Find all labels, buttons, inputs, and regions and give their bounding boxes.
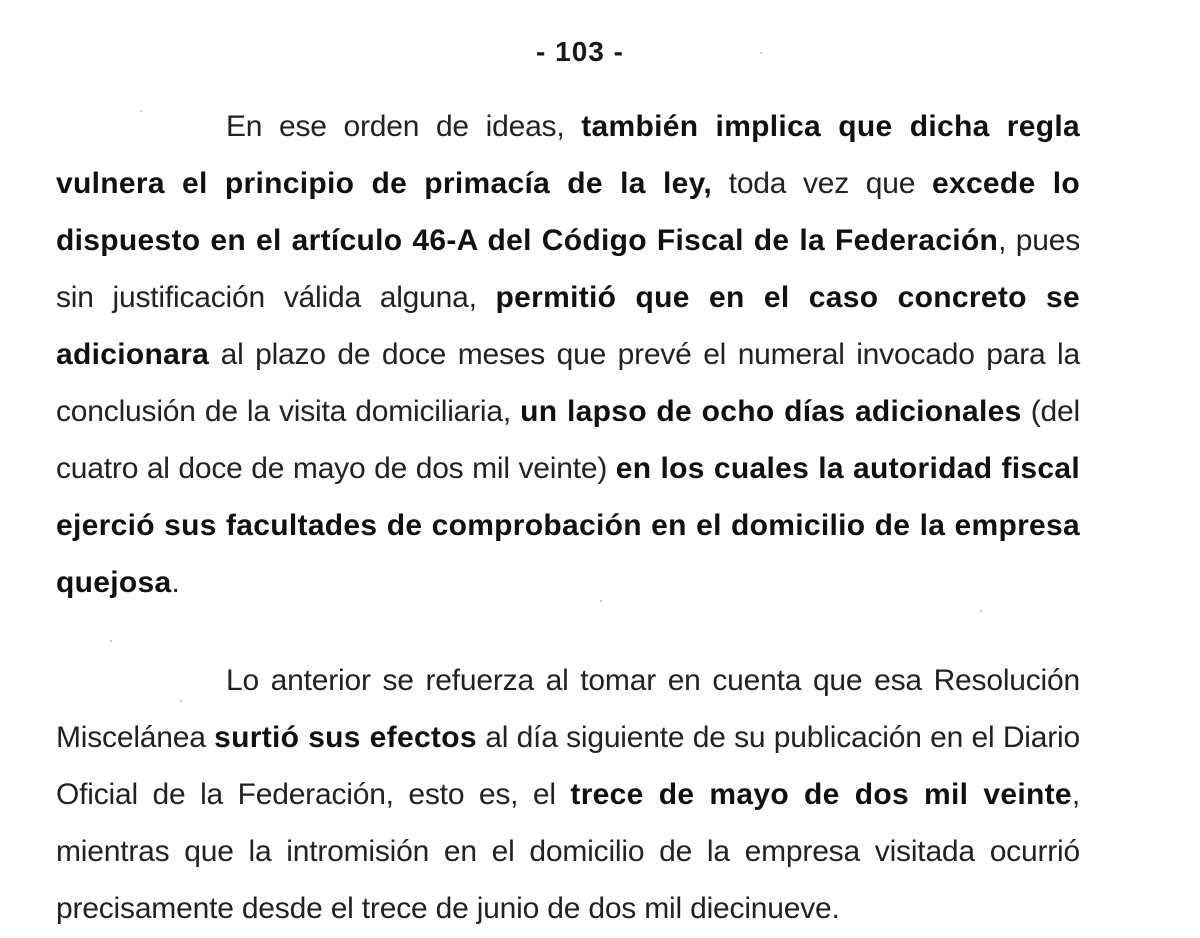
- paragraph-2-seg-0: Lo anterior se refuerza al tomar en cuenta que esa Resolución Miscelánea: [56, 664, 1080, 754]
- scan-speck: [760, 52, 762, 54]
- paragraph-1-seg-4: , pues sin justificación válida alguna,: [56, 224, 1080, 314]
- paragraph-1-seg-6: al plazo de doce meses que prevé el numeral invocado para la conclusión de la visita domiciliaria,: [56, 338, 1080, 428]
- paragraph-1-seg-1: también implica que dicha regla vulnera el principio de primacía de la ley,: [56, 110, 1080, 200]
- paragraph-2: [56, 652, 1080, 937]
- paragraph-1-seg-5: permitió que en el caso concreto se adicionara: [56, 281, 1080, 371]
- scan-speck: [600, 600, 602, 602]
- paragraph-1-seg-9: en los cuales la autoridad fiscal ejerció sus facultades de comprobación en el domicilio de la empresa quejosa: [56, 452, 1080, 599]
- paragraph-1-seg-3: excede lo dispuesto en el artículo 46-A del Código Fiscal de la Federación: [56, 167, 1080, 257]
- scan-speck: [180, 700, 182, 702]
- paragraph-2-seg-3: trece de mayo de dos mil veinte: [570, 778, 1072, 811]
- paragraph-1-seg-7: un lapso de ocho días adicionales: [520, 395, 1022, 428]
- scan-speck: [110, 640, 112, 642]
- page-number: - 103 -: [536, 36, 624, 67]
- paragraph-2-seg-4: , mientras que la intromisión en el domicilio de la empresa visitada ocurrió precisamente desde el trece de junio de dos mil diecinueve.: [56, 778, 1080, 925]
- paragraph-2-seg-1: surtió sus efectos: [214, 721, 477, 754]
- scan-speck: [140, 110, 142, 112]
- paragraph-1-seg-0: En ese orden de ideas,: [226, 110, 582, 143]
- scan-speck: [980, 610, 982, 612]
- paragraph-1-seg-2: toda vez que: [711, 167, 932, 200]
- paragraph-1-seg-10: .: [171, 566, 180, 599]
- paragraph-1: [56, 98, 1080, 611]
- paragraph-1-seg-8: (del cuatro al doce de mayo de dos mil veinte): [56, 395, 1080, 485]
- paragraph-2-seg-2: al día siguiente de su publicación en el Diario Oficial de la Federación, esto es, el: [56, 721, 1080, 811]
